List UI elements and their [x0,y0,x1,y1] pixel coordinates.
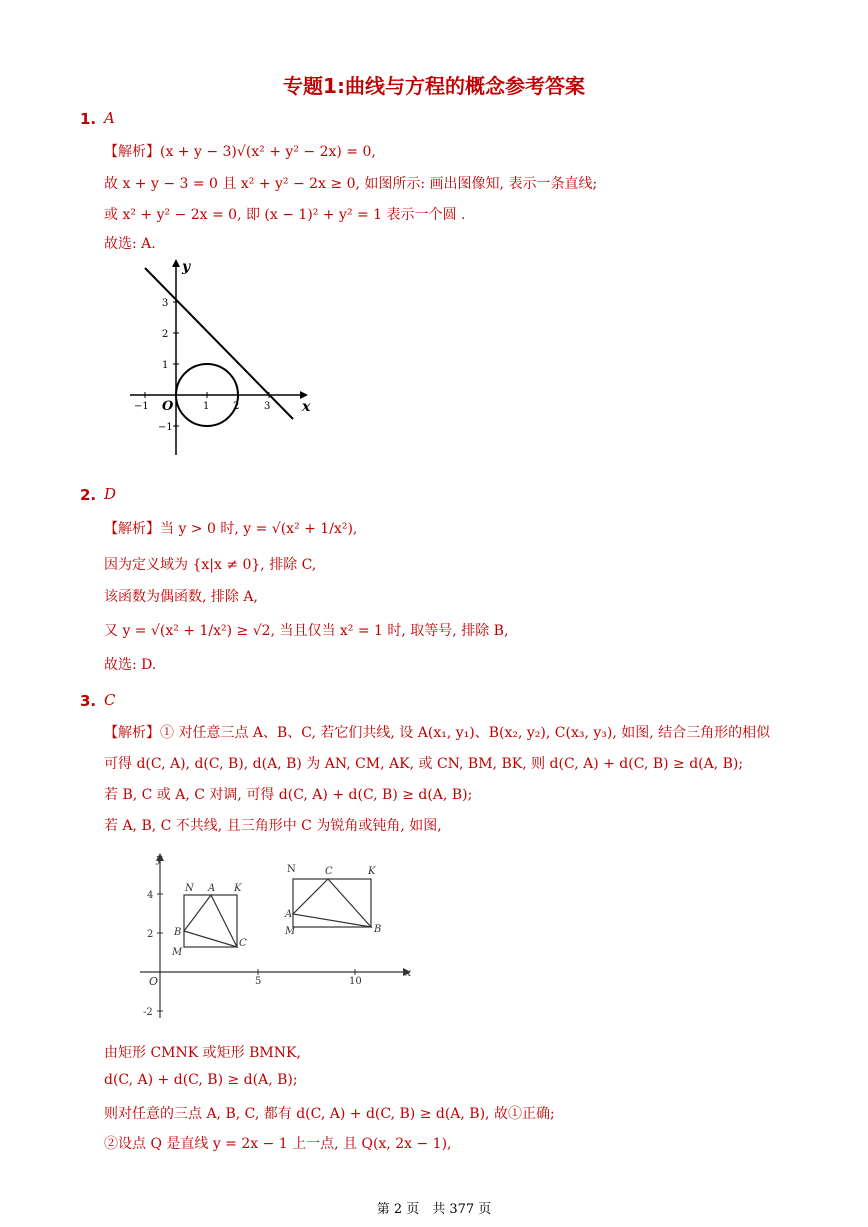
q3-line: 由矩形 CMNK 或矩形 BMNK, [104,1045,301,1061]
y-tick-label: 4 [147,890,154,901]
x-tick-label: 3 [264,401,271,412]
y-tick-label: 3 [162,298,169,309]
question-3-answer: C [104,691,116,709]
point-label: K [234,883,242,894]
q3-line: 【解析】① 对任意三点 A、B、C, 若它们共线, 设 A(x₁, y₁)、B(x₂, y₂), C(x₃, y₃), 如图, 结合三角形的相似 [104,725,771,741]
x-axis-label: x [405,966,412,979]
y-axis-arrow [172,259,180,267]
q2-line: 因为定义域为 {x|x ≠ 0}, 排除 C, [104,557,317,573]
q1-line: 或 x² + y² − 2x = 0, 即 (x − 1)² + y² = 1 表示一个圆 . [104,207,466,223]
q3-line: 则对任意的三点 A, B, C, 都有 d(C, A) + d(C, B) ≥ d(A, B), 故①正确; [104,1106,555,1122]
q3-line: d(C, A) + d(C, B) ≥ d(A, B); [104,1072,298,1088]
point-label: N [185,883,194,894]
point-label: B [374,924,382,935]
q2-line: 故选: D. [104,657,157,673]
point-label: B [174,927,182,938]
y-tick-label: -2 [143,1007,153,1018]
point-label: M [285,926,296,937]
point-label: M [172,947,183,958]
point-label: C [239,938,247,949]
q1-graph [120,255,320,460]
q2-line: 【解析】当 y > 0 时, y = √(x² + 1/x²), [104,521,358,537]
point-label: A [208,883,216,894]
q2-line: 该函数为偶函数, 排除 A, [104,589,258,605]
page-title: 专题1:曲线与方程的概念参考答案 [283,74,585,98]
q3-line: 可得 d(C, A), d(C, B), d(A, B) 为 AN, CM, AK, 或 CN, BM, BK, 则 d(C, A) + d(C, B) ≥ d(A, B); [104,756,744,772]
y-axis-label: y [156,852,163,865]
question-1-number: 1. [80,110,97,128]
q3-figure [135,848,420,1023]
x-axis-label: x [302,399,311,415]
triangle-left [184,895,237,947]
question-2-number: 2. [80,486,97,504]
q2-line: 又 y = √(x² + 1/x²) ≥ √2, 当且仅当 x² = 1 时, 取等号, 排除 B, [104,623,509,639]
question-1-answer: A [104,109,115,127]
y-tick-label: 1 [162,360,169,371]
origin-label: O [162,399,174,414]
point-label: K [368,866,376,877]
point-label: C [325,866,333,877]
y-tick-label: −1 [158,422,173,433]
q1-line: 故选: A. [104,236,156,252]
point-label: N [287,864,296,875]
y-axis-label: y [182,259,191,275]
question-2-answer: D [104,485,117,503]
q3-line: 若 B, C 或 A, C 对调, 可得 d(C, A) + d(C, B) ≥ d(A, B); [104,787,473,803]
line-curve [145,268,293,419]
page-footer: 第 2 页 共 377 页 [376,1202,492,1217]
y-tick-label: 2 [162,329,169,340]
q1-line: 【解析】(x + y − 3)√(x² + y² − 2x) = 0, [104,144,376,160]
x-tick-label: 2 [233,401,240,412]
point-label: A [285,909,293,920]
origin-label: O [149,975,159,988]
q1-line: 故 x + y − 3 = 0 且 x² + y² − 2x ≥ 0, 如图所示: 画出图像知, 表示一条直线; [104,176,598,192]
q3-line: 若 A, B, C 不共线, 且三角形中 C 为锐角或钝角, 如图, [104,818,442,834]
q3-line: ②设点 Q 是直线 y = 2x − 1 上一点, 且 Q(x, 2x − 1), [104,1136,452,1152]
triangle-right [293,879,371,927]
x-tick-label: −1 [134,401,149,412]
y-tick-label: 2 [147,929,154,940]
x-tick-label: 1 [203,401,210,412]
x-axis-arrow [300,391,308,399]
x-tick-label: 10 [349,976,362,987]
question-3-number: 3. [80,692,97,710]
x-tick-label: 5 [255,976,262,987]
